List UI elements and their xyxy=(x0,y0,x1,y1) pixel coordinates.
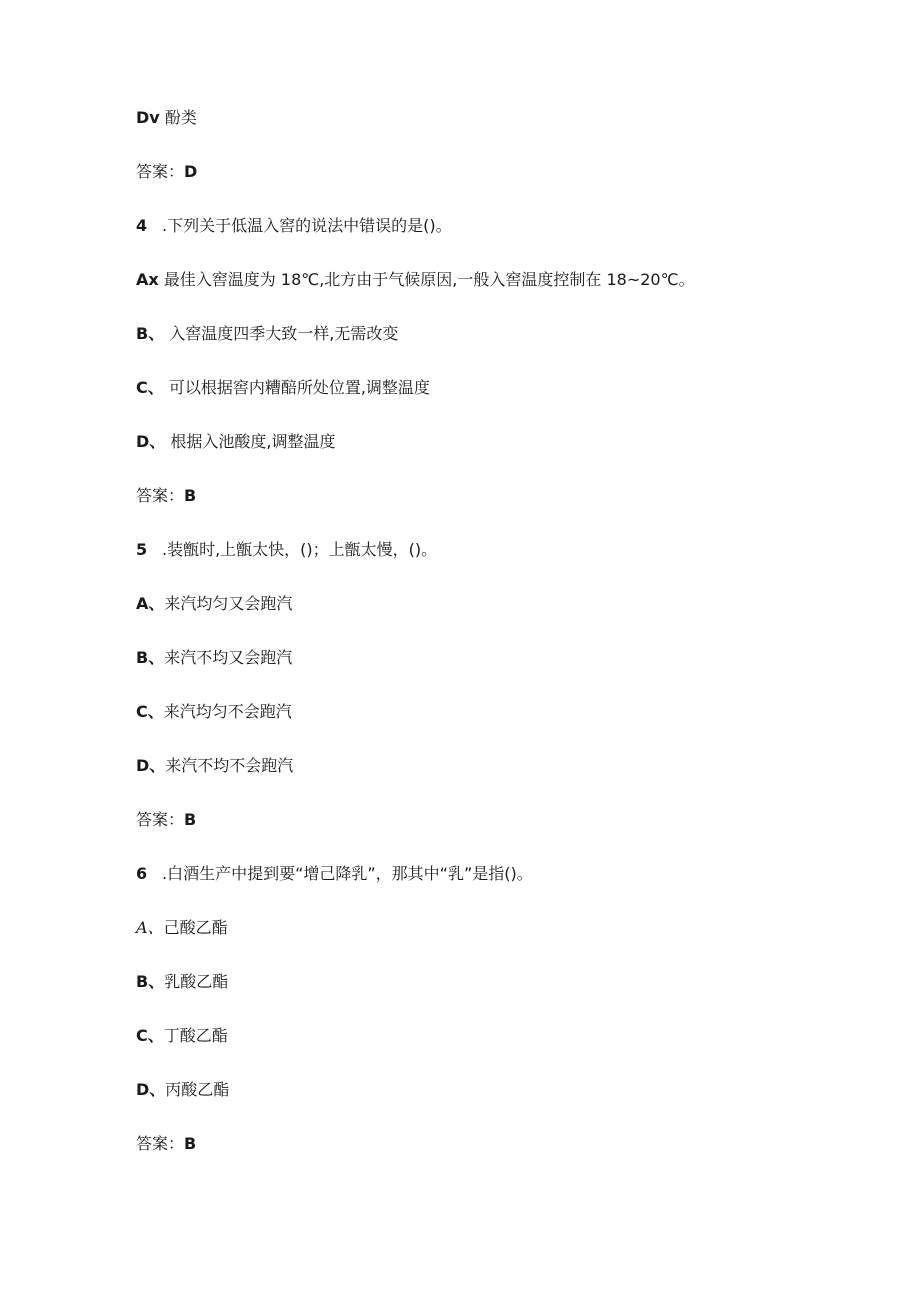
question-text: .装甑时,上甑太快，()；上甑太慢，()。 xyxy=(162,540,438,559)
option-label: C、 xyxy=(136,378,164,397)
option-text: 乳酸乙酯 xyxy=(164,972,229,991)
option-a-q5 xyxy=(136,593,292,615)
answer-value: B xyxy=(184,810,197,829)
question-number: 6 xyxy=(136,864,148,883)
answer-q6 xyxy=(136,1133,196,1155)
question-6 xyxy=(136,863,533,885)
option-text: 丁酸乙酯 xyxy=(163,1026,228,1045)
option-c-q6 xyxy=(136,1025,228,1047)
question-text: .下列关于低温入窖的说法中错误的是()。 xyxy=(162,216,452,235)
option-label: C、 xyxy=(136,1026,164,1045)
question-5 xyxy=(136,539,437,561)
option-label: A、 xyxy=(136,594,165,613)
option-text: 最佳入窖温度为 18℃,北方由于气候原因,一般入窖温度控制在 18~20℃。 xyxy=(163,270,695,289)
answer-label: 答案： xyxy=(136,810,185,829)
answer-value: B xyxy=(184,486,197,505)
option-label: Dv xyxy=(136,108,160,127)
option-d-q4 xyxy=(136,431,335,453)
option-label: A、 xyxy=(136,918,164,937)
option-label: D、 xyxy=(136,756,166,775)
option-label: D、 xyxy=(136,1080,166,1099)
answer-value: B xyxy=(184,1134,197,1153)
option-text: 来汽均匀不会跑汽 xyxy=(163,702,292,721)
option-a-q6 xyxy=(136,917,228,939)
question-number: 5 xyxy=(136,540,148,559)
option-c-q4 xyxy=(136,377,430,399)
answer-q3 xyxy=(136,161,197,183)
option-d-q5 xyxy=(136,755,293,777)
option-label: B、 xyxy=(136,972,165,991)
option-b-q6 xyxy=(136,971,228,993)
answer-label: 答案： xyxy=(136,1134,185,1153)
option-b-q5 xyxy=(136,647,292,669)
option-text: 来汽不均不会跑汽 xyxy=(165,756,294,775)
option-label: B、 xyxy=(136,648,165,667)
option-text: 丙酸乙酯 xyxy=(165,1080,230,1099)
answer-q4 xyxy=(136,485,196,507)
option-text: 己酸乙酯 xyxy=(163,918,228,937)
option-text: 来汽均匀又会跑汽 xyxy=(164,594,293,613)
question-4 xyxy=(136,215,452,237)
option-text: 可以根据窖内糟醅所处位置,调整温度 xyxy=(168,378,430,397)
option-label: C、 xyxy=(136,702,164,721)
option-text: 来汽不均又会跑汽 xyxy=(164,648,293,667)
answer-q5 xyxy=(136,809,196,831)
option-d-q6 xyxy=(136,1079,229,1101)
option-text: 酚类 xyxy=(164,108,197,127)
option-d-q3 xyxy=(136,107,197,129)
option-label: B、 xyxy=(136,324,165,343)
question-text: .白酒生产中提到要“增己降乳”，那其中“乳”是指()。 xyxy=(162,864,533,883)
answer-label: 答案： xyxy=(136,486,185,505)
option-a-q4 xyxy=(136,269,695,291)
option-text: 入窖温度四季大致一样,无需改变 xyxy=(169,324,399,343)
answer-value: D xyxy=(184,162,198,181)
option-label: D、 xyxy=(136,432,166,451)
option-label: Ax xyxy=(136,270,159,289)
option-b-q4 xyxy=(136,323,398,345)
option-text: 根据入池酸度,调整温度 xyxy=(170,432,336,451)
option-c-q5 xyxy=(136,701,292,723)
answer-label: 答案： xyxy=(136,162,185,181)
question-number: 4 xyxy=(136,216,148,235)
